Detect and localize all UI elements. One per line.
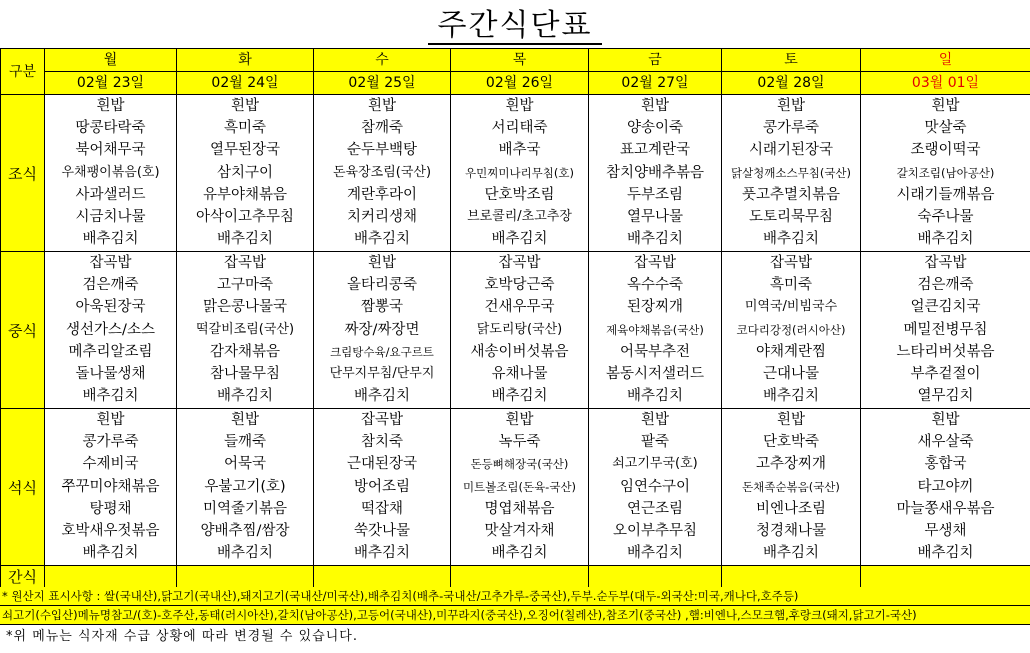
menu-item: 배추김치 [216,545,274,562]
menu-item: 순두부백탕 [346,142,418,159]
menu-item: 쑥갓나물 [353,522,411,539]
menu-item: 들깨죽 [223,434,267,451]
breakfast-row [1,95,1030,252]
menu-item: 흰밥 [505,98,534,114]
menu-item: 근대나물 [762,365,820,382]
menu-item: 잡곡밥 [769,255,813,271]
menu-item: 배추김치 [917,545,974,562]
menu-item: 서리태죽 [491,120,548,137]
dinner-cell-thu [451,409,589,566]
menu-item: 메밀전병무침 [903,321,988,338]
day-thu: 목 [451,49,589,72]
menu-item: 흰밥 [640,98,669,114]
menu-item: 북어채무국 [75,142,146,159]
menu-item: 배추김치 [82,388,139,405]
menu-item: 우불고기(호) [204,478,286,495]
menu-item: 배추김치 [353,545,411,562]
category-snack: 간식 [1,566,45,588]
menu-item: 홍합국 [924,456,967,473]
menu-item: 올타리콩죽 [346,277,418,294]
menu-item: 숙주나물 [917,208,974,225]
menu-item: 떡갈비조림(국산) [195,321,295,337]
menu-item: 흰밥 [776,412,805,428]
day-mon: 월 [45,49,177,72]
menu-item: 호박당근죽 [484,277,555,294]
origin-note-line-2: 쇠고기(수입산)메뉴명참고/(호)-호주산,동태(러시아산),갈치(남아공산),고등어(국내산),미꾸라지(중국산),오징어(칠레산),참조기(중국산) ,햄:비엔나,스모크햄,후랑크(돼지,닭고기-국산) [0,606,1030,625]
menu-item: 배추국 [498,142,541,159]
menu-item: 아삭이고추무침 [195,208,295,225]
snack-cell [177,566,314,588]
breakfast-cell-tue [177,95,314,252]
menu-item: 야채계란찜 [755,343,827,360]
dinner-cell-sun [861,409,1030,566]
menu-item: 단호박조림 [484,186,555,203]
menu-item: 배추김치 [917,231,974,248]
menu-item: 탕평채 [89,500,132,517]
menu-item: 연근조림 [626,500,684,517]
menu-item: 흰밥 [776,98,805,114]
menu-item: 흑미죽 [223,120,267,137]
menu-item: 배추김치 [82,545,139,562]
menu-item: 느타리버섯볶음 [896,343,995,360]
menu-item: 잡곡밥 [223,255,267,271]
date-wed: 02월 25일 [314,72,451,95]
category-header: 구분 [1,49,45,95]
menu-item: 제육야채볶음(국산) [606,322,704,337]
menu-item: 참치죽 [360,434,404,451]
menu-item: 열무김치 [917,388,974,405]
menu-item: 배추김치 [353,231,411,248]
menu-item: 배추김치 [216,388,274,405]
menu-item: 흑미죽 [769,277,813,294]
breakfast-cell-sun [861,95,1030,252]
date-fri: 02월 27일 [589,72,722,95]
menu-item: 무생채 [924,522,967,539]
menu-item: 생선가스/소스 [66,321,155,338]
date-thu: 02월 26일 [451,72,589,95]
menu-item: 오이부추무침 [612,522,698,539]
menu-item: 두부조림 [626,186,684,203]
day-sat: 토 [722,49,861,72]
menu-item: 마늘쫑새우볶음 [896,500,995,517]
lunch-cell-sat [722,252,861,409]
menu-item: 잡곡밥 [498,255,541,271]
menu-item: 콩가루죽 [762,120,820,137]
breakfast-cell-sat [722,95,861,252]
menu-item: 풋고추멸치볶음 [741,186,841,203]
menu-item: 된장찌개 [626,299,684,316]
menu-item: 열무나물 [626,208,684,225]
menu-item: 잡곡밥 [89,255,132,271]
menu-item: 맛살겨자채 [484,522,555,539]
menu-item: 흰밥 [230,98,259,114]
menu-item: 참나물무침 [209,365,281,382]
menu-item: 흰밥 [640,412,669,428]
category-lunch: 중식 [1,252,45,409]
menu-item: 유채나물 [491,365,548,382]
menu-item: 쇠고기무국(호) [612,456,698,472]
date-sat: 02월 28일 [722,72,861,95]
menu-item: 감자채볶음 [209,343,281,360]
origin-note-line-1: * 원산지 표시사항 : 쌀(국내산),닭고기(국내산),돼지고기(국내산/미국산),배추김치(배추-국내산/고추가루-중국산),두부.순두부(대두-외국산:미국,캐나다,호주등) [0,587,1030,606]
dinner-cell-tue [177,409,314,566]
menu-item: 고추장찌개 [755,456,827,473]
snack-cell [861,566,1030,588]
menu-item: 계란후라이 [346,186,418,203]
menu-item: 잡곡밥 [360,412,404,428]
lunch-cell-thu [451,252,589,409]
snack-cell [589,566,722,588]
menu-item: 흰밥 [96,98,125,114]
menu-item: 녹두죽 [498,434,541,451]
menu-item: 배추김치 [762,388,820,405]
menu-item: 열무된장국 [209,142,281,159]
menu-item: 배추김치 [626,545,684,562]
menu-item: 잡곡밥 [924,255,967,271]
menu-item: 돈등뼈해장국(국산) [470,457,569,472]
menu-item: 배추김치 [491,545,548,562]
menu-item: 양배추찜/쌈장 [200,522,290,539]
day-fri: 금 [589,49,722,72]
menu-item: 어묵부추전 [619,343,691,360]
lunch-cell-sun [861,252,1030,409]
menu-item: 맛살죽 [924,120,967,137]
breakfast-cell-mon [45,95,177,252]
snack-row [1,566,1030,588]
menu-item: 흰밥 [96,412,125,428]
menu-item: 우민찌미나리무침(호) [465,165,574,180]
snack-cell [722,566,861,588]
menu-item: 치커리생채 [346,208,418,225]
change-notice: *위 메뉴는 식자재 수급 상황에 따라 변경될 수 있습니다. [6,629,358,644]
menu-item: 도토리묵무침 [748,208,834,225]
menu-item: 건새우무국 [484,299,555,316]
menu-item: 배추김치 [216,231,274,248]
menu-item: 닭살청깨소스무침(국산) [730,165,852,180]
menu-item: 사과샐러드 [75,186,146,203]
menu-item: 콩가루죽 [82,434,139,451]
menu-item: 팥죽 [640,434,669,451]
date-mon: 02월 23일 [45,72,177,95]
page-title-text: 주간식단표 [428,8,603,45]
menu-item: 새송이버섯볶음 [470,343,569,360]
menu-item: 크림탕수육/요구르트 [330,344,434,359]
menu-item: 배추김치 [353,388,411,405]
menu-item: 봄동시저샐러드 [605,365,705,382]
menu-item: 검은깨죽 [82,277,139,294]
menu-item: 미역줄기볶음 [202,500,288,517]
menu-item: 단무지무침/단무지 [329,365,435,381]
menu-item: 시래기된장국 [748,142,834,159]
menu-item: 호박새우젓볶음 [61,522,160,539]
menu-item: 배추김치 [491,231,548,248]
menu-item: 조랭이떡국 [910,142,981,159]
menu-item: 흰밥 [931,412,960,428]
menu-item: 타고야끼 [917,478,974,495]
menu-item: 흰밥 [367,98,396,114]
dinner-row [1,409,1030,566]
menu-item: 우채팽이볶음(호) [61,164,160,180]
menu-item: 돌나물생채 [75,365,146,382]
menu-item: 미트볼조림(돈육-국산) [462,479,577,494]
menu-item: 잡곡밥 [633,255,677,271]
menu-item: 임연수구이 [619,478,691,495]
menu-item: 수제비국 [82,456,139,473]
menu-item: 명엽채볶음 [484,500,555,517]
menu-item: 미역국/비빔국수 [744,299,838,315]
snack-cell [45,566,177,588]
day-row [1,49,1030,72]
menu-item: 배추김치 [82,231,139,248]
dinner-cell-mon [45,409,177,566]
menu-item: 삼치구이 [216,164,274,181]
menu-item: 단호박죽 [762,434,820,451]
menu-item: 방어조림 [353,478,411,495]
menu-item: 부추겉절이 [910,365,981,382]
menu-item: 청경채나물 [755,522,827,539]
menu-item: 흰밥 [931,98,960,114]
menu-item: 검은깨죽 [917,277,974,294]
menu-item: 메추리알조림 [68,343,153,360]
dinner-cell-sat [722,409,861,566]
menu-item: 흰밥 [230,412,259,428]
menu-item: 유부야채볶음 [202,186,288,203]
menu-item: 얼큰김치국 [910,299,981,316]
menu-item: 배추김치 [762,545,820,562]
day-tue: 화 [177,49,314,72]
menu-item: 맑은콩나물국 [202,299,288,316]
menu-item: 근대된장국 [346,456,418,473]
menu-item: 쭈꾸미야채볶음 [61,478,160,495]
page-title [0,0,1030,48]
date-tue: 02월 24일 [177,72,314,95]
dinner-cell-wed [314,409,451,566]
notes-section [0,587,1030,653]
lunch-cell-fri [589,252,722,409]
lunch-row [1,252,1030,409]
menu-item: 흰밥 [505,412,534,428]
menu-item: 짬뽕국 [360,299,404,316]
menu-item: 돈채족순볶음(국산) [742,479,840,494]
menu-item: 돈육장조림(국산) [332,164,432,180]
menu-item: 코다리강정(러시아산) [736,322,846,337]
lunch-cell-tue [177,252,314,409]
menu-item: 떡잡채 [360,500,404,517]
menu-item: 아욱된장국 [75,299,146,316]
category-dinner: 석식 [1,409,45,566]
breakfast-cell-fri [589,95,722,252]
menu-item: 표고계란국 [619,142,691,159]
menu-item: 시래기들깨볶음 [896,186,995,203]
menu-item: 참치양배추볶음 [605,164,705,181]
dinner-cell-fri [589,409,722,566]
menu-item: 양송이죽 [626,120,684,137]
menu-table [0,48,1030,588]
menu-item: 배추김치 [762,231,820,248]
lunch-cell-mon [45,252,177,409]
menu-item: 브로콜리/초고추장 [467,208,572,224]
menu-item: 새우살죽 [917,434,974,451]
menu-item: 배추김치 [626,231,684,248]
menu-item: 갈치조림(남아공산) [896,165,995,180]
menu-item: 땅콩타락죽 [75,120,146,137]
menu-item: 시금치나물 [75,208,146,225]
menu-item: 비엔나조림 [755,500,827,517]
menu-item: 고구마죽 [216,277,274,294]
day-sun: 일 [861,49,1030,72]
menu-item: 참깨죽 [360,120,404,137]
snack-cell [314,566,451,588]
menu-item: 어묵국 [223,456,267,473]
snack-cell [451,566,589,588]
date-row [1,72,1030,95]
menu-item: 배추김치 [491,388,548,405]
menu-item: 흰밥 [367,255,396,271]
lunch-cell-wed [314,252,451,409]
menu-item: 배추김치 [626,388,684,405]
menu-item: 짜장/짜장면 [344,321,420,338]
date-sun: 03월 01일 [861,72,1030,95]
menu-item: 옥수수죽 [626,277,684,294]
category-breakfast: 조식 [1,95,45,252]
day-wed: 수 [314,49,451,72]
menu-item: 닭도리탕(국산) [476,321,563,337]
breakfast-cell-thu [451,95,589,252]
breakfast-cell-wed [314,95,451,252]
